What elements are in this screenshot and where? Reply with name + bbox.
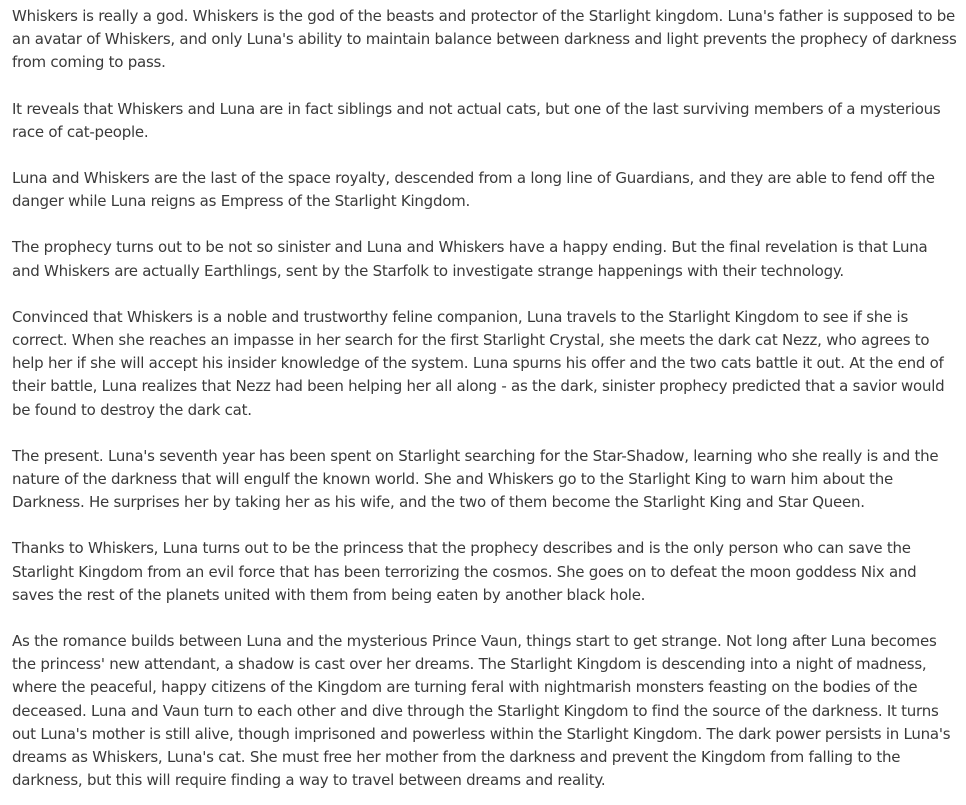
paragraph-5: Convinced that Whiskers is a noble and trustworthy feline companion, Luna travels to the Starlight Kingdom to see if she is correct. When she reaches an impasse in her search for the first Starlight Crystal, she meets the dark cat Nezz, who agrees to help her if she will accept his insider knowledge of the system. Luna spurns his offer and the two cats battle it out. At the end of their battle, Luna realizes that Nezz had been helping her all along - as the dark, sinister prophecy predicted that a savior would be found to destroy the dark cat. xyxy=(12,307,945,419)
paragraph-3: Luna and Whiskers are the last of the space royalty, descended from a long line of Guardians, and they are able to fend off the danger while Luna reigns as Empress of the Starlight Kingdom. xyxy=(12,169,935,211)
paragraph-7: Thanks to Whiskers, Luna turns out to be the princess that the prophecy describes and is the only person who can save the Starlight Kingdom from an evil force that has been terrorizing the cosmos. She goes on to defeat the moon goddess Nix and saves the rest of the planets united with them from being eaten by another black hole. xyxy=(12,539,917,604)
paragraph-1: Whiskers is really a god. Whiskers is the god of the beasts and protector of the Starlight kingdom. Luna's father is supposed to be an avatar of Whiskers, and only Luna's ability to maintain balance between darkness and light prevents the prophecy of darkness from coming to pass. xyxy=(12,7,957,72)
paragraph-4: The prophecy turns out to be not so sinister and Luna and Whiskers have a happy ending. But the final revelation is that Luna and Whiskers are actually Earthlings, sent by the Starfolk to investigate strange happenings with their technology. xyxy=(12,238,928,280)
paragraph-6: The present. Luna's seventh year has been spent on Starlight searching for the Star-Shadow, learning who she really is and the nature of the darkness that will engulf the known world. She and Whiskers go to the Starlight King to warn him about the Darkness. He surprises her by taking her as his wife, and the two of them become the Starlight King and Star Queen. xyxy=(12,446,939,512)
paragraph-8: As the romance builds between Luna and the mysterious Prince Vaun, things start to get strange. Not long after Luna becomes the princess' new attendant, a shadow is cast over her dreams. The Starlight Kingdom is descending into a night of madness, where the peaceful, happy citizens of the Kingdom are turning feral with nightmarish monsters feasting on the bodies of the deceased. Luna and Vaun turn to each other and dive through the Starlight Kingdom to find the source of the darkness. It turns out Luna's mother is still alive, though imprisoned and powerless within the Starlight Kingdom. The dark power persists in Luna's dreams as Whiskers, Luna's cat. She must free her mother from the darkness and prevent the Kingdom from falling to the darkness, but this will require finding a way to travel between dreams and reality. xyxy=(12,632,951,790)
paragraph-2: It reveals that Whiskers and Luna are in fact siblings and not actual cats, but one of the last surviving members of a mysterious race of cat-people. xyxy=(12,99,941,141)
